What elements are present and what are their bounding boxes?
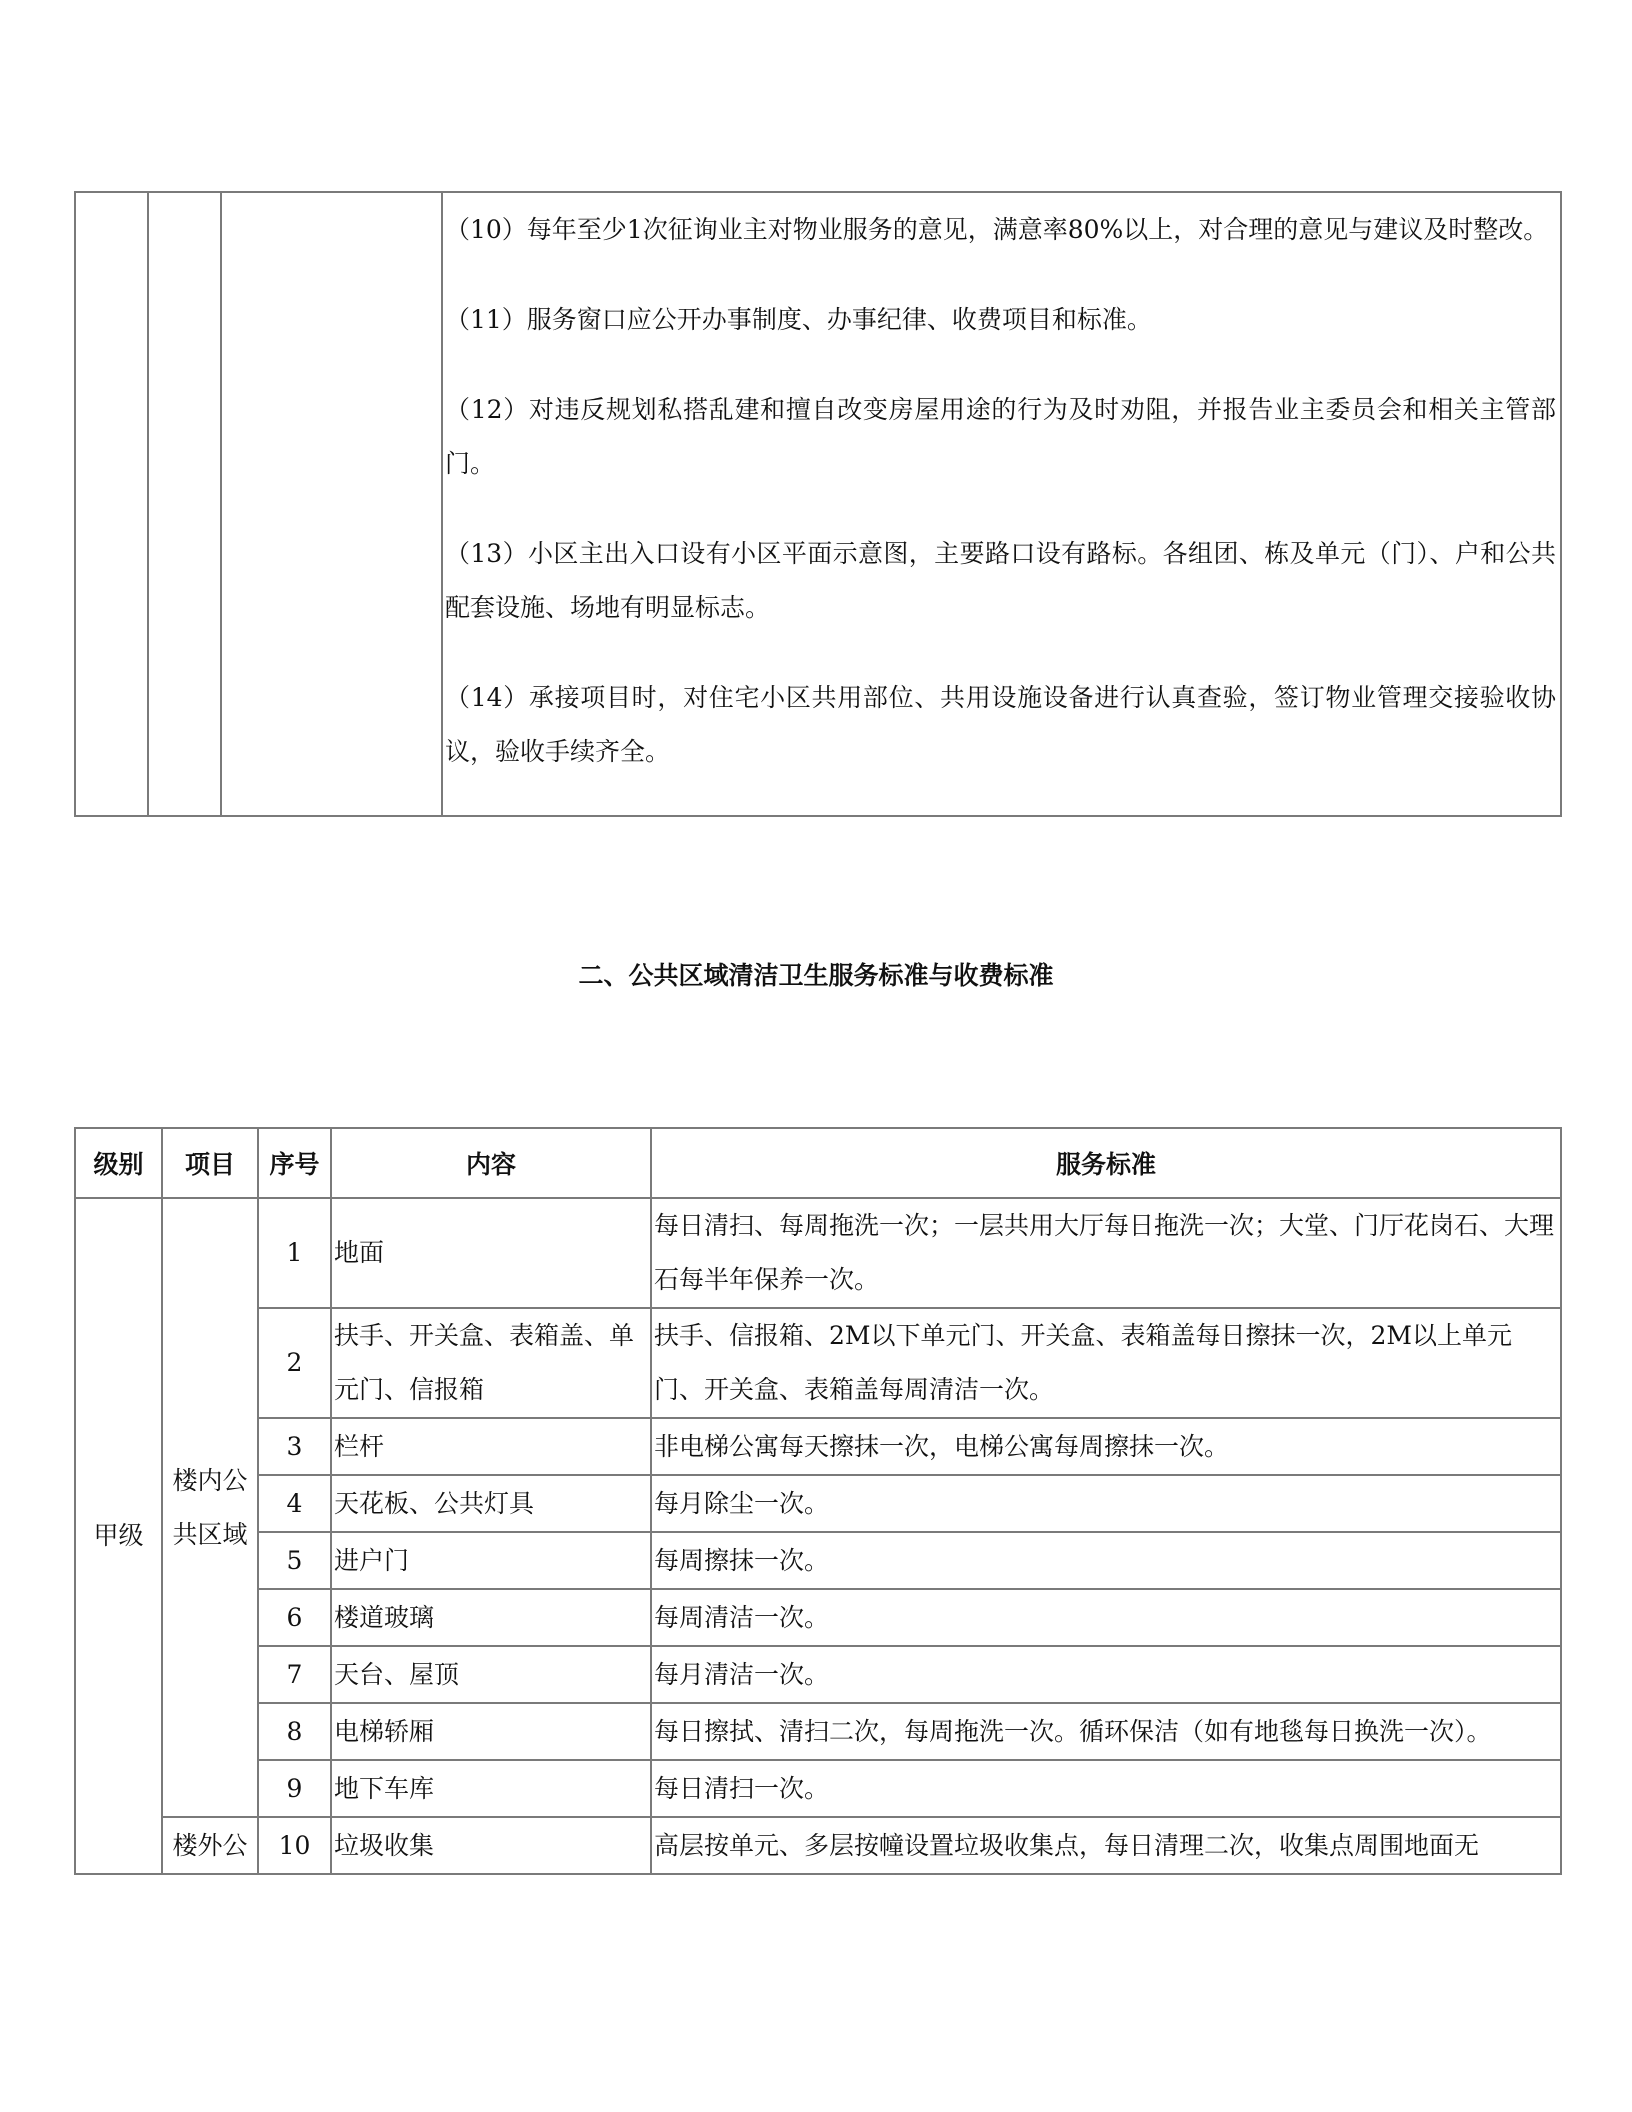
table-row <box>75 1475 1561 1532</box>
requirement-paragraph: （10）每年至少1次征询业主对物业服务的意见，满意率80%以上，对合理的意见与建议及时整改。 <box>445 215 1549 244</box>
row-standard: 每日清扫一次。 <box>651 1760 1561 1817</box>
row-standard: 每周清洁一次。 <box>651 1589 1561 1646</box>
header-item: 项目 <box>162 1128 258 1198</box>
row-standard: 每月除尘一次。 <box>651 1475 1561 1532</box>
row-no: 6 <box>258 1589 331 1646</box>
row-standard: 非电梯公寓每天擦抹一次，电梯公寓每周擦抹一次。 <box>651 1418 1561 1475</box>
header-standard: 服务标准 <box>651 1128 1561 1198</box>
row-content: 电梯轿厢 <box>331 1703 651 1760</box>
empty-cell <box>221 192 442 816</box>
table-row <box>75 1760 1561 1817</box>
table-row <box>75 1817 1561 1874</box>
section-title: 二、公共区域清洁卫生服务标准与收费标准 <box>578 961 1054 990</box>
header-no: 序号 <box>258 1128 331 1198</box>
row-standard: 扶手、信报箱、2M以下单元门、开关盒、表箱盖每日擦抹一次，2M以上单元门、开关盒、表箱盖每周清洁一次。 <box>651 1308 1561 1418</box>
row-no: 8 <box>258 1703 331 1760</box>
row-content: 地面 <box>331 1198 651 1308</box>
header-content: 内容 <box>331 1128 651 1198</box>
row-standard: 每日清扫、每周拖洗一次；一层共用大厅每日拖洗一次；大堂、门厅花岗石、大理石每半年保养一次。 <box>651 1198 1561 1308</box>
requirement-paragraph: （11）服务窗口应公开办事制度、办事纪律、收费项目和标准。 <box>445 305 1152 334</box>
requirement-paragraph: （12）对违反规划私搭乱建和擅自改变房屋用途的行为及时劝阻，并报告业主委员会和相关主管部门。 <box>445 395 1556 478</box>
table-row <box>75 1646 1561 1703</box>
table-row <box>75 1589 1561 1646</box>
row-content: 地下车库 <box>331 1760 651 1817</box>
row-no: 7 <box>258 1646 331 1703</box>
table-row <box>75 1532 1561 1589</box>
table-row <box>75 1418 1561 1475</box>
level-cell: 甲级 <box>75 1198 162 1874</box>
standards-table-continued <box>74 191 1562 817</box>
row-content: 扶手、开关盒、表箱盖、单元门、信报箱 <box>331 1308 651 1418</box>
row-standard: 高层按单元、多层按幢设置垃圾收集点，每日清理二次，收集点周围地面无 <box>651 1817 1561 1874</box>
group-cell-outdoor: 楼外公 <box>162 1817 258 1874</box>
row-content: 栏杆 <box>331 1418 651 1475</box>
cleaning-standards-table <box>74 1127 1562 1875</box>
row-no: 2 <box>258 1308 331 1418</box>
row-no: 4 <box>258 1475 331 1532</box>
row-no: 3 <box>258 1418 331 1475</box>
requirements-cell <box>442 192 1561 816</box>
row-standard: 每日擦拭、清扫二次，每周拖洗一次。循环保洁（如有地毯每日换洗一次）。 <box>651 1703 1561 1760</box>
row-content: 垃圾收集 <box>331 1817 651 1874</box>
row-standard: 每周擦抹一次。 <box>651 1532 1561 1589</box>
row-content: 天花板、公共灯具 <box>331 1475 651 1532</box>
row-no: 10 <box>258 1817 331 1874</box>
requirement-paragraph: （13）小区主出入口设有小区平面示意图，主要路口设有路标。各组团、栋及单元（门）、户和公共配套设施、场地有明显标志。 <box>445 539 1556 622</box>
table-row <box>75 1308 1561 1418</box>
table-row <box>75 1703 1561 1760</box>
row-no: 1 <box>258 1198 331 1308</box>
row-content: 楼道玻璃 <box>331 1589 651 1646</box>
row-content: 天台、屋顶 <box>331 1646 651 1703</box>
row-standard: 每月清洁一次。 <box>651 1646 1561 1703</box>
table-row <box>75 1198 1561 1308</box>
group-cell-indoor: 楼内公共区域 <box>162 1198 258 1817</box>
table-header-row <box>75 1128 1561 1198</box>
requirement-paragraph: （14）承接项目时，对住宅小区共用部位、共用设施设备进行认真查验，签订物业管理交接验收协议，验收手续齐全。 <box>445 683 1556 766</box>
empty-cell <box>75 192 148 816</box>
row-content: 进户门 <box>331 1532 651 1589</box>
row-no: 5 <box>258 1532 331 1589</box>
header-level: 级别 <box>75 1128 162 1198</box>
row-no: 9 <box>258 1760 331 1817</box>
empty-cell <box>148 192 221 816</box>
